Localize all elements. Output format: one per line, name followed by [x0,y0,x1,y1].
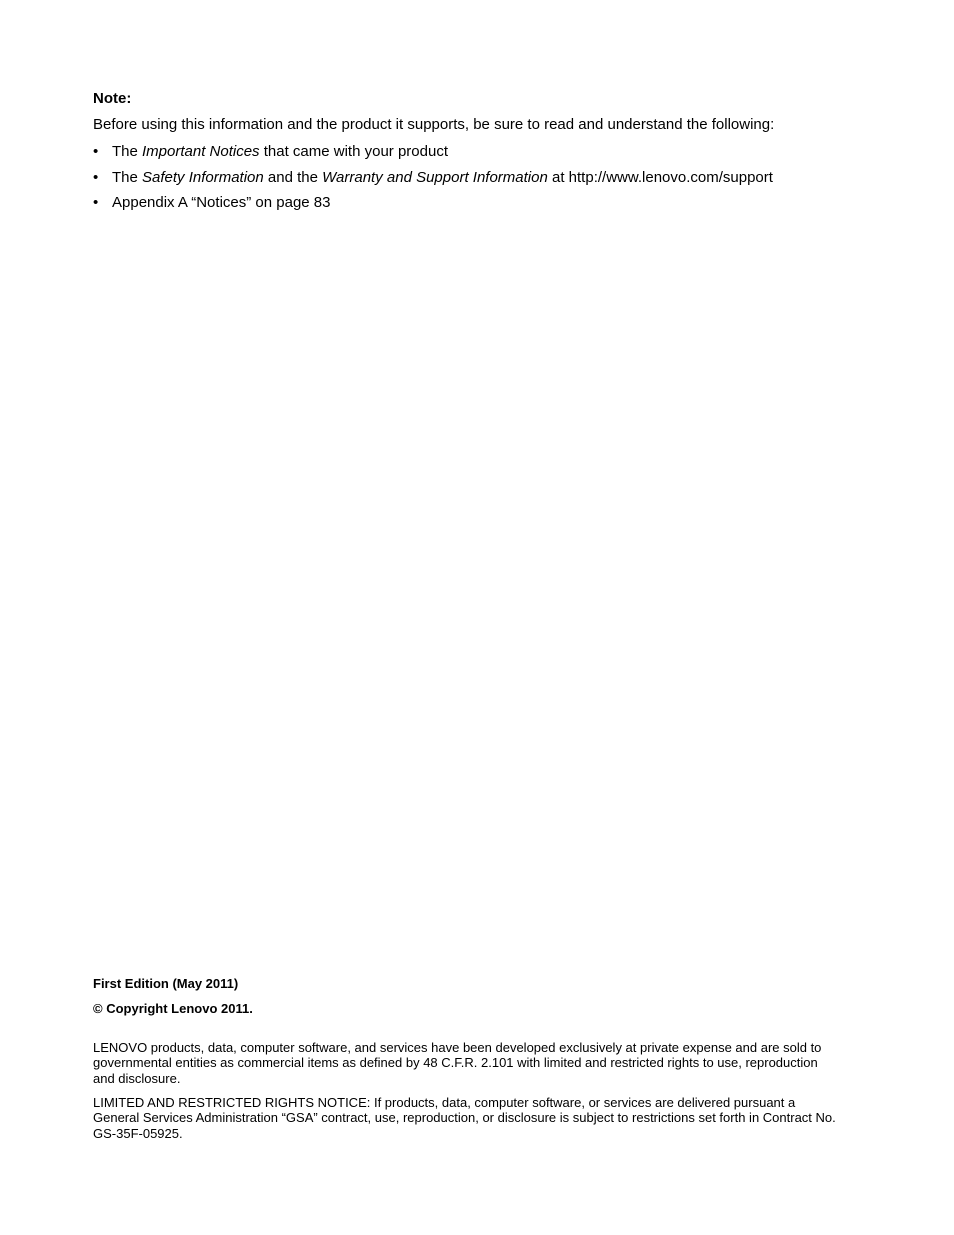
list-item-safety-information [93,169,773,195]
bullet-icon: • [93,168,99,186]
edition-title: First Edition (May 2011) [93,976,239,991]
list-item-important-notices [93,143,773,169]
item-text: The [112,168,143,186]
item-text: that came with your product [259,143,448,160]
item-emphasis: Warranty and Support Information [322,168,548,186]
legal-paragraph-rights: LENOVO products, data, computer software, and services have been developed exclusively at private expense and are sold to governmental entities as commercial items as defined by 48 C.F.R. 2.101 with limited and restricted rights to use, reproduction and disclosure. [93,1040,822,1086]
list-item-appendix [93,194,773,220]
bullet-icon: • [93,143,99,160]
note-list [93,143,773,220]
item-text: and the [263,168,323,186]
note-heading: Note: [93,90,132,107]
legal-paragraph-restricted-notice: LIMITED AND RESTRICTED RIGHTS NOTICE: If products, data, computer software, or services are delivered pursuant a General Services Administration “GSA” contract, use, reproduction, or disclosure is subject to restrictions set forth in Contract No. GS-35F-05925. [93,1095,836,1141]
copyright-line: © Copyright Lenovo 2011. [93,1001,253,1016]
item-text: Appendix A “Notices” on page 83 [112,194,331,211]
note-intro-text: Before using this information and the product it supports, be sure to read and understand the following: [93,116,775,133]
item-text: The [112,143,143,160]
item-emphasis: Important Notices [142,143,260,160]
item-text: at http://www.lenovo.com/support [547,168,773,186]
bullet-icon: • [93,194,99,211]
item-emphasis: Safety Information [142,168,264,186]
